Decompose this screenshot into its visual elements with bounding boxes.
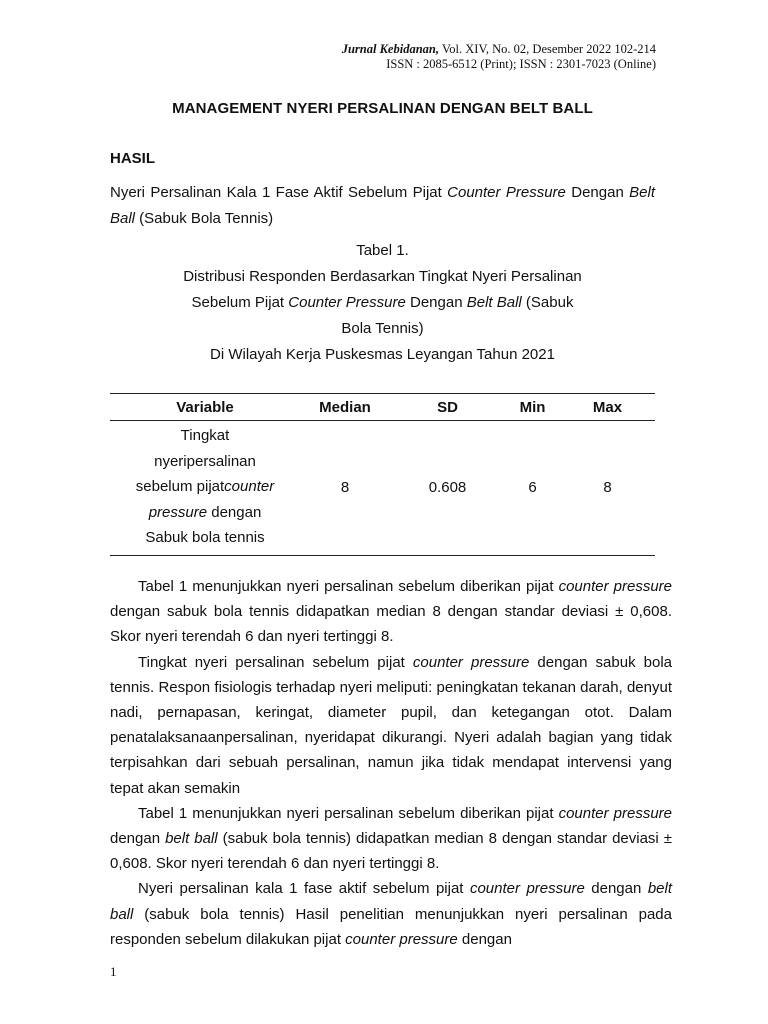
text-run: dengan sabuk bola tennis. Respon fisiologis terhadap nyeri meliputi: peningkatan tekanan darah, denyut nadi, pernapasan, keringat, diameter pupil, dan ketegangan otot. Dalam penatalaksanaanpersalinan, nyeridapat dikurangi. Nyeri adalah bagian yang tidak terpisahkan dari sebuah persalinan, namun jika tidak mendapat intervensi yang tepat akan semakin: [110, 653, 672, 797]
text-run: Tabel 1 menunjukkan nyeri persalinan sebelum diberikan pijat: [138, 804, 559, 822]
italic-run: Counter Pressure: [447, 184, 566, 201]
journal-citation: [342, 42, 656, 57]
text-run: dengan sabuk bola tennis didapatkan median 8 dengan standar deviasi ± 0,608. Skor nyeri terendah 6 dan nyeri tertinggi 8.: [110, 603, 672, 646]
italic-run: counter pressure: [558, 578, 673, 595]
italic-run: belt ball: [110, 880, 672, 923]
cell-sd: 0.608: [390, 421, 505, 556]
caption-line: [110, 264, 655, 290]
text-run: Bola Tennis): [341, 320, 424, 337]
text-run: Tingkat nyeri persalinan sebelum pijat: [138, 653, 413, 671]
text-run: Tabel 1 menunjukkan nyeri persalinan sebelum diberikan pijat: [138, 578, 559, 595]
variable-line: [110, 449, 300, 475]
journal-issn: ISSN : 2085-6512 (Print); ISSN : 2301-7023 (Online): [386, 57, 656, 71]
text-run: dengan: [207, 503, 262, 521]
cell-median: 8: [300, 421, 390, 556]
text-run: Distribusi Responden Berdasarkan Tingkat Nyeri Persalinan: [183, 268, 582, 285]
text-run: (Sabuk Bola Tennis): [135, 210, 274, 227]
journal-name: Jurnal Kebidanan,: [341, 42, 439, 56]
italic-run: counter pressure: [469, 880, 585, 898]
italic-run: counter pressure: [412, 653, 530, 671]
cell-min: 6: [505, 421, 560, 556]
text-run: Tingkat: [180, 427, 230, 444]
header-max: Max: [560, 394, 655, 421]
text-run: Sabuk bola tennis: [145, 529, 265, 546]
text-run: Sebelum Pijat: [191, 294, 289, 311]
variable-line: [110, 474, 300, 500]
caption-line: [110, 342, 655, 368]
paper-title: MANAGEMENT NYERI PERSALINAN DENGAN BELT BALL: [172, 100, 593, 117]
page-number: 1: [110, 964, 117, 979]
table-caption: [110, 238, 655, 368]
text-run: (Sabuk: [521, 294, 574, 311]
text-run: Nyeri Persalinan Kala 1 Fase Aktif Sebelum Pijat: [110, 184, 448, 201]
text-run: Dengan: [405, 294, 467, 311]
text-run: dengan: [110, 830, 166, 848]
header-sd: SD: [390, 394, 505, 421]
variable-line: [110, 500, 300, 526]
section-heading: HASIL: [110, 150, 155, 167]
caption-line: [110, 316, 655, 342]
variable-line: [110, 525, 300, 551]
italic-run: Belt Ball: [110, 184, 655, 227]
table-label: Tabel 1.: [356, 242, 409, 259]
text-run: dengan: [584, 880, 648, 898]
text-run: (sabuk bola tennis) didapatkan median 8 dengan standar deviasi ± 0,608. Skor nyeri terendah 6 dan nyeri tertinggi 8.: [110, 830, 672, 873]
header-median: Median: [300, 394, 390, 421]
cell-variable: [110, 421, 300, 556]
paragraph: [110, 876, 672, 952]
header-min: Min: [505, 394, 560, 421]
caption-line: [110, 290, 655, 316]
text-run: nyeripersalinan: [154, 452, 256, 470]
table-header-row: [110, 394, 655, 421]
journal-volume: Vol. XIV, No. 02, Desember 2022 102-214: [441, 42, 656, 56]
cell-max: 8: [560, 421, 655, 556]
italic-run: counter pressure: [345, 930, 458, 948]
table-row: [110, 421, 655, 556]
italic-run: counter: [224, 478, 275, 495]
italic-run: Counter Pressure: [288, 294, 406, 311]
subheading: [110, 180, 655, 232]
text-run: Nyeri persalinan kala 1 fase aktif sebelum pijat: [138, 880, 470, 898]
text-run: dengan: [457, 930, 512, 948]
italic-run: counter pressure: [558, 804, 673, 822]
paragraph: [110, 574, 672, 650]
paragraph: [110, 650, 672, 801]
header-variable: Variable: [110, 394, 300, 421]
italic-run: pressure: [148, 503, 208, 521]
results-table: [110, 393, 655, 556]
italic-run: Belt Ball: [466, 294, 522, 311]
variable-line: [110, 423, 300, 449]
text-run: Di Wilayah Kerja Puskesmas Leyangan Tahun 2021: [210, 346, 555, 363]
text-run: Dengan: [565, 184, 630, 201]
italic-run: belt ball: [165, 830, 218, 848]
text-run: (sabuk bola tennis) Hasil penelitian menunjukkan nyeri persalinan pada responden sebelum dilakukan pijat: [110, 905, 672, 948]
text-run: sebelum pijat: [135, 478, 225, 495]
journal-header: [342, 42, 656, 72]
body-text: [110, 574, 672, 952]
paragraph: [110, 801, 672, 877]
